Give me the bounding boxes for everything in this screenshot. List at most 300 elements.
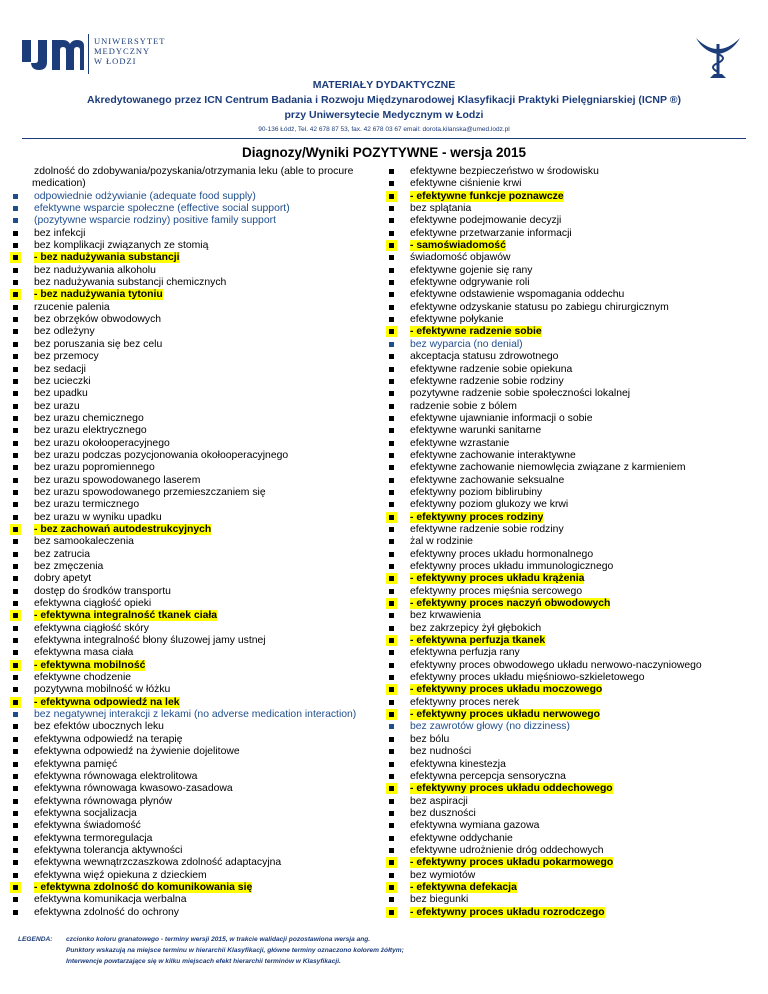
bullet-icon	[389, 712, 394, 717]
bullet-icon	[13, 379, 18, 384]
list-item-text: - bez zachowań autodestrukcyjnych	[34, 523, 212, 535]
list-item	[10, 721, 370, 733]
bullet-icon	[13, 502, 18, 507]
bullet-icon	[389, 280, 394, 285]
bullet-icon	[13, 292, 18, 297]
legend-label: LEGENDA:	[18, 936, 53, 943]
list-item	[386, 364, 758, 376]
list-item-text: efektywna socjalizacja	[34, 807, 137, 819]
page-title: Diagnozy/Wyniki POZYTYWNE - wersja 2015	[241, 145, 527, 160]
list-item-text: efektywna świadomość	[34, 820, 141, 832]
list-item	[386, 178, 758, 190]
list-item-text: efektywne odgrywanie roli	[410, 277, 530, 289]
bullet-icon	[13, 206, 18, 211]
list-item	[10, 475, 370, 487]
list-item	[10, 647, 370, 659]
list-item	[386, 438, 758, 450]
list-item	[10, 191, 370, 203]
list-item	[386, 524, 758, 536]
list-item	[10, 499, 370, 511]
bullet-icon	[389, 218, 394, 223]
list-item	[10, 401, 370, 413]
logo-line: MEDYCZNY	[94, 46, 151, 56]
bullet-icon	[13, 441, 18, 446]
list-item-text: bez zakrzepicy żył głębokich	[410, 622, 542, 634]
list-item-text: efektywna integralność błony śluzowej jamy ustnej	[34, 635, 266, 647]
list-item-text: efektywne ciśnienie krwi	[410, 178, 522, 190]
list-item-text: efektywny proces mięśnia sercowego	[410, 585, 583, 597]
bullet-icon	[13, 601, 18, 606]
bullet-icon	[13, 416, 18, 421]
list-item	[10, 215, 370, 227]
bullet-icon	[13, 280, 18, 285]
list-item-text: dostęp do środków transportu	[34, 585, 171, 597]
list-item	[10, 672, 370, 684]
list-item-text: efektywna ciągłość opieki	[34, 598, 152, 610]
list-item	[10, 302, 370, 314]
bullet-icon	[389, 268, 394, 273]
list-item-text: bez biegunki	[410, 894, 469, 906]
list-item	[386, 228, 758, 240]
list-item-text: - efektywne radzenie sobie	[410, 326, 542, 338]
list-item	[10, 746, 370, 758]
bullet-icon	[389, 737, 394, 742]
list-item	[386, 684, 758, 696]
bullet-icon	[389, 811, 394, 816]
bullet-icon	[389, 774, 394, 779]
bullet-icon	[389, 638, 394, 643]
list-item-text: bez urazu okołooperacyjnego	[34, 437, 170, 449]
list-item-text: odpowiednie odżywianie (adequate food supply)	[34, 190, 256, 202]
bullet-icon	[389, 663, 394, 668]
list-item-text: (pozytywne wsparcie rodziny) positive family support	[34, 215, 276, 227]
bullet-icon	[389, 206, 394, 211]
bullet-icon	[389, 650, 394, 655]
list-item-text: rzucenie palenia	[34, 301, 110, 313]
list-item-text: efektywna masa ciała	[34, 647, 134, 659]
bullet-icon	[13, 194, 18, 199]
list-item	[10, 265, 370, 277]
bullet-icon	[13, 552, 18, 557]
list-item-text: efektywne gojenie się rany	[410, 264, 533, 276]
list-item-text: efektywny proces układu mięśniowo-szkieletowego	[410, 672, 645, 684]
bullet-icon	[13, 428, 18, 433]
bullet-icon	[389, 626, 394, 631]
list-item	[386, 783, 758, 795]
list-item-text: efektywna odpowiedź na terapię	[34, 733, 183, 745]
bullet-icon	[13, 354, 18, 359]
list-item-text: efektywna percepcja sensoryczna	[410, 770, 566, 782]
list-item-text: bez poruszania się bez celu	[34, 338, 163, 350]
bullet-icon	[13, 243, 18, 248]
bullet-icon	[13, 811, 18, 816]
bullet-icon	[389, 243, 394, 248]
list-item-text: bez nudności	[410, 746, 472, 758]
list-item-text: efektywne wzrastanie	[410, 437, 510, 449]
list-item	[386, 475, 758, 487]
bullet-icon	[13, 317, 18, 322]
um-logo-icon	[22, 30, 84, 74]
list-item	[386, 326, 758, 338]
list-item	[386, 709, 758, 721]
list-item-text: bez wyparcia (no denial)	[410, 338, 523, 350]
bullet-icon	[13, 589, 18, 594]
list-item	[10, 660, 370, 672]
list-item	[10, 228, 370, 240]
list-item	[10, 561, 370, 573]
list-item	[386, 203, 758, 215]
list-item	[10, 796, 370, 808]
list-item	[10, 549, 370, 561]
list-item	[386, 660, 758, 672]
list-item-text: efektywne warunki sanitarne	[410, 425, 542, 437]
list-item	[386, 413, 758, 425]
list-item-text: bez obrzęków obwodowych	[34, 314, 162, 326]
list-item	[10, 820, 370, 832]
bullet-icon	[389, 194, 394, 199]
list-item-text: - efektywna zdolność do komunikowania się	[34, 881, 253, 893]
list-item	[386, 870, 758, 882]
bullet-icon	[389, 428, 394, 433]
list-item-text: bez komplikacji związanych ze stomią	[34, 240, 209, 252]
list-item-text: bez krwawienia	[410, 610, 482, 622]
list-item-text: efektywne ujawnianie informacji o sobie	[410, 412, 593, 424]
list-item-text: efektywny proces układu hormonalnego	[410, 548, 594, 560]
bullet-icon	[389, 391, 394, 396]
list-item	[386, 623, 758, 635]
bullet-icon	[13, 897, 18, 902]
list-item-text: bez zawrotów głowy (no dizziness)	[410, 721, 570, 733]
bullet-icon	[13, 650, 18, 655]
bullet-icon	[389, 354, 394, 359]
bullet-icon	[389, 823, 394, 828]
list-item	[386, 882, 758, 894]
list-item-text: - bez nadużywania substancji	[34, 252, 180, 264]
list-item	[10, 438, 370, 450]
list-item-text: efektywna więź opiekuna z dzieckiem	[34, 869, 207, 881]
bullet-icon	[13, 490, 18, 495]
list-item-text: efektywne odstawienie wspomagania oddechu	[410, 289, 625, 301]
list-item	[386, 376, 758, 388]
list-item-text: efektywne przetwarzanie informacji	[410, 227, 572, 239]
list-item	[386, 462, 758, 474]
list-item-text: bez odleżyny	[34, 326, 95, 338]
list-item	[10, 364, 370, 376]
list-item-text: bez splątania	[410, 203, 472, 215]
list-item-text: radzenie sobie z bólem	[410, 400, 517, 412]
bullet-icon	[389, 379, 394, 384]
bullet-icon	[389, 490, 394, 495]
list-item-text: bez urazu w wyniku upadku	[34, 511, 162, 523]
list-item	[10, 882, 370, 894]
list-item-text: efektywny poziom biblirubiny	[410, 486, 543, 498]
list-item-text: efektywny proces układu immunologicznego	[410, 561, 614, 572]
list-item-text: efektywna równowaga kwasowo-zasadowa	[34, 783, 233, 795]
bullet-icon	[13, 910, 18, 915]
bullet-icon	[13, 218, 18, 223]
list-item	[10, 487, 370, 499]
list-item	[10, 857, 370, 869]
list-item-text: efektywne wsparcie społeczne (effective social support)	[34, 203, 290, 215]
bullet-icon	[13, 478, 18, 483]
bullet-icon	[389, 799, 394, 804]
list-item-text: efektywna równowaga płynów	[34, 795, 173, 807]
bullet-icon	[13, 848, 18, 853]
list-item	[10, 512, 370, 524]
header-line-3: przy Uniwersytecie Medycznym w Łodzi	[284, 109, 484, 121]
list-item	[10, 610, 370, 622]
list-item-text: bez ucieczki	[34, 375, 91, 387]
list-item	[386, 314, 758, 326]
bullet-icon	[389, 231, 394, 236]
list-item-text: - efektywna mobilność	[34, 659, 146, 671]
list-item	[386, 586, 758, 598]
list-item	[386, 450, 758, 462]
list-item	[386, 339, 758, 351]
list-item	[10, 734, 370, 746]
list-item	[386, 191, 758, 203]
list-item-text: bez aspiracji	[410, 795, 468, 807]
list-item-text: bez infekcji	[34, 227, 86, 239]
list-item	[10, 684, 370, 696]
list-item-text: efektywna odpowiedź na żywienie dojelitowe	[34, 746, 240, 758]
list-item-text: bez wymiotów	[410, 869, 476, 881]
list-item-text: bez urazu popromiennego	[34, 462, 155, 474]
list-item	[386, 635, 758, 647]
bullet-icon	[389, 515, 394, 520]
list-item-text: - efektywne funkcje poznawcze	[410, 190, 564, 202]
list-item-text: pozytywne radzenie sobie społeczności lokalnej	[410, 388, 631, 400]
list-item-text: świadomość objawów	[410, 252, 511, 264]
list-item-text: efektywny proces nerek	[410, 696, 520, 708]
list-item	[10, 808, 370, 820]
bullet-icon	[13, 626, 18, 631]
list-item	[386, 302, 758, 314]
list-item	[10, 598, 370, 610]
list-item	[10, 845, 370, 857]
list-item	[386, 598, 758, 610]
list-item	[10, 178, 370, 190]
list-item-text: bez nadużywania substancji chemicznych	[34, 277, 227, 289]
bullet-icon	[13, 453, 18, 458]
bullet-icon	[389, 181, 394, 186]
list-item-text: efektywne oddychanie	[410, 832, 513, 844]
bullet-icon	[389, 539, 394, 544]
bullet-icon	[13, 329, 18, 334]
bullet-icon	[389, 527, 394, 532]
bullet-icon	[389, 687, 394, 692]
list-item-text: akceptacja statusu zdrowotnego	[410, 351, 559, 363]
bullet-icon	[13, 367, 18, 372]
bullet-icon	[13, 873, 18, 878]
list-item	[386, 697, 758, 709]
list-item	[10, 351, 370, 363]
bullet-icon	[13, 305, 18, 310]
list-item-text: bez urazu elektrycznego	[34, 425, 147, 437]
legend-line: Interwencje powtarzające się w kilku miejscach efekt hierarchii terminów w Klasyfikacji.	[66, 958, 341, 965]
bullet-icon	[13, 564, 18, 569]
list-item	[10, 166, 370, 178]
list-item-text: efektywna tolerancja aktywności	[34, 844, 183, 856]
list-item	[10, 536, 370, 548]
bullet-icon	[389, 305, 394, 310]
bullet-icon	[389, 317, 394, 322]
bullet-icon	[13, 860, 18, 865]
list-item-text: efektywne radzenie sobie rodziny	[410, 523, 564, 535]
list-item-text: efektywne radzenie sobie rodziny	[410, 375, 564, 387]
list-item	[10, 907, 370, 919]
list-item-text: efektywne zachowanie interaktywne	[410, 449, 576, 461]
list-item	[386, 796, 758, 808]
logo-line: W ŁODZI	[94, 56, 137, 66]
bullet-icon	[389, 552, 394, 557]
list-item-text: - bez nadużywania tytoniu	[34, 289, 163, 301]
bullet-icon	[389, 749, 394, 754]
right-column-list	[386, 166, 758, 919]
bullet-icon	[389, 169, 394, 174]
list-item	[10, 894, 370, 906]
list-item-text: zdolność do zdobywania/pozyskania/otrzymania leku (able to procure	[34, 166, 354, 177]
bullet-icon	[13, 749, 18, 754]
list-item-text: bez urazu chemicznego	[34, 412, 144, 424]
bullet-icon	[389, 465, 394, 470]
bullet-icon	[13, 799, 18, 804]
list-item	[10, 425, 370, 437]
header-line-2: Akredytowanego przez ICN Centrum Badania i Rozwoju Międzynarodowej Klasyfikacji Praktyki Pielęgniarskiej (ICNP ®)	[87, 94, 681, 106]
list-item	[10, 759, 370, 771]
list-item	[386, 499, 758, 511]
bullet-icon	[13, 465, 18, 470]
left-column-list	[10, 166, 370, 919]
list-item-text: efektywna termoregulacja	[34, 832, 153, 844]
list-item-text: efektywna ciągłość skóry	[34, 622, 149, 634]
list-item-text: bez negatywnej interakcji z lekami (no adverse medication interaction)	[34, 709, 357, 721]
document-header	[0, 78, 768, 137]
nursing-emblem-icon	[692, 30, 744, 82]
list-item	[386, 894, 758, 906]
bullet-icon	[389, 762, 394, 767]
list-item	[10, 314, 370, 326]
list-item	[386, 845, 758, 857]
list-item	[386, 573, 758, 585]
list-item-text: efektywna komunikacja werbalna	[34, 894, 187, 906]
bullet-icon	[389, 601, 394, 606]
list-item-text: - efektywny proces układu nerwowego	[410, 709, 600, 721]
list-item	[386, 265, 758, 277]
list-item	[386, 721, 758, 733]
list-item	[10, 623, 370, 635]
list-item-text: bez urazu	[34, 400, 80, 412]
list-item-text: - efektywny proces układu moczowego	[410, 684, 603, 696]
list-item-text: efektywne odzyskanie statusu po zabiegu chirurgicznym	[410, 301, 669, 313]
list-item	[386, 808, 758, 820]
bullet-icon	[13, 527, 18, 532]
legend-lines	[66, 934, 404, 967]
bullet-icon	[13, 255, 18, 260]
bullet-icon	[13, 675, 18, 680]
list-item-text: - efektywna perfuzja tkanek	[410, 635, 546, 647]
list-item	[10, 252, 370, 264]
bullet-icon	[13, 539, 18, 544]
list-item-text: efektywna kinestezja	[410, 758, 506, 770]
list-item	[386, 857, 758, 869]
bullet-icon	[389, 441, 394, 446]
list-item	[10, 388, 370, 400]
bullet-icon	[389, 860, 394, 865]
list-item-text: pozytywna mobilność w łóżku	[34, 684, 171, 696]
list-item	[10, 326, 370, 338]
bullet-icon	[389, 478, 394, 483]
bullet-icon	[13, 515, 18, 520]
list-item	[386, 734, 758, 746]
bullet-icon	[13, 786, 18, 791]
bullet-icon	[13, 700, 18, 705]
bullet-icon	[13, 774, 18, 779]
list-item-text: bez urazu spowodowanego laserem	[34, 474, 201, 486]
bullet-icon	[389, 453, 394, 458]
header-divider	[22, 138, 746, 139]
list-item-text: - samoświadomość	[410, 240, 506, 252]
list-item-text: efektywna wymiana gazowa	[410, 820, 540, 832]
list-item-text: - efektywny proces układu krążenia	[410, 573, 585, 585]
list-item-text: efektywny poziom glukozy we krwi	[410, 499, 569, 511]
legend-line: Punktory wskazują na miejsce terminu w hierarchii Klasyfikacji, główne terminy oznaczono kolorem żółtym;	[66, 947, 404, 954]
bullet-icon	[389, 576, 394, 581]
bullet-icon	[13, 712, 18, 717]
list-item	[10, 697, 370, 709]
bullet-icon	[389, 589, 394, 594]
list-item-text: efektywna zdolność do ochrony	[34, 906, 179, 918]
list-item-text: efektywny proces obwodowego układu nerwowo-naczyniowego	[410, 659, 702, 671]
bullet-icon	[13, 823, 18, 828]
logo-divider	[88, 34, 89, 74]
logo-line: UNIWERSYTET	[94, 36, 166, 46]
bullet-icon	[389, 724, 394, 729]
list-item-text: efektywne połykanie	[410, 314, 504, 326]
list-item	[10, 450, 370, 462]
bullet-icon	[13, 687, 18, 692]
bullet-icon	[389, 564, 394, 569]
header-contact: 90-136 Łódź, Tel. 42 678 87 53, fax. 42 678 03 67 email: dorota.kilanska@umed.lodz.pl	[258, 126, 510, 133]
bullet-icon	[389, 848, 394, 853]
list-item-text: efektywne podejmowanie decyzji	[410, 215, 562, 227]
list-item	[386, 425, 758, 437]
list-item-text: medication)	[32, 178, 86, 190]
list-item-text: żal w rodzinie	[410, 536, 473, 548]
list-item	[386, 647, 758, 659]
bullet-icon	[389, 502, 394, 507]
list-item	[10, 586, 370, 598]
list-item-text: efektywne udrożnienie dróg oddechowych	[410, 844, 604, 856]
list-item	[10, 709, 370, 721]
list-item	[386, 351, 758, 363]
list-item	[10, 870, 370, 882]
list-item	[386, 771, 758, 783]
list-item-text: bez przemocy	[34, 351, 99, 363]
bullet-icon	[389, 897, 394, 902]
list-item-text: - efektywna defekacja	[410, 881, 517, 893]
list-item-text: bez zmęczenia	[34, 561, 104, 572]
list-item-text: efektywna wewnątrzczaszkowa zdolność adaptacyjna	[34, 857, 282, 869]
list-item-text: efektywne zachowanie niemowlęcia związane z karmieniem	[410, 462, 686, 474]
bullet-icon	[389, 404, 394, 409]
list-item	[386, 746, 758, 758]
list-item	[386, 610, 758, 622]
bullet-icon	[13, 613, 18, 618]
bullet-icon	[13, 885, 18, 890]
bullet-icon	[389, 255, 394, 260]
bullet-icon	[13, 836, 18, 841]
